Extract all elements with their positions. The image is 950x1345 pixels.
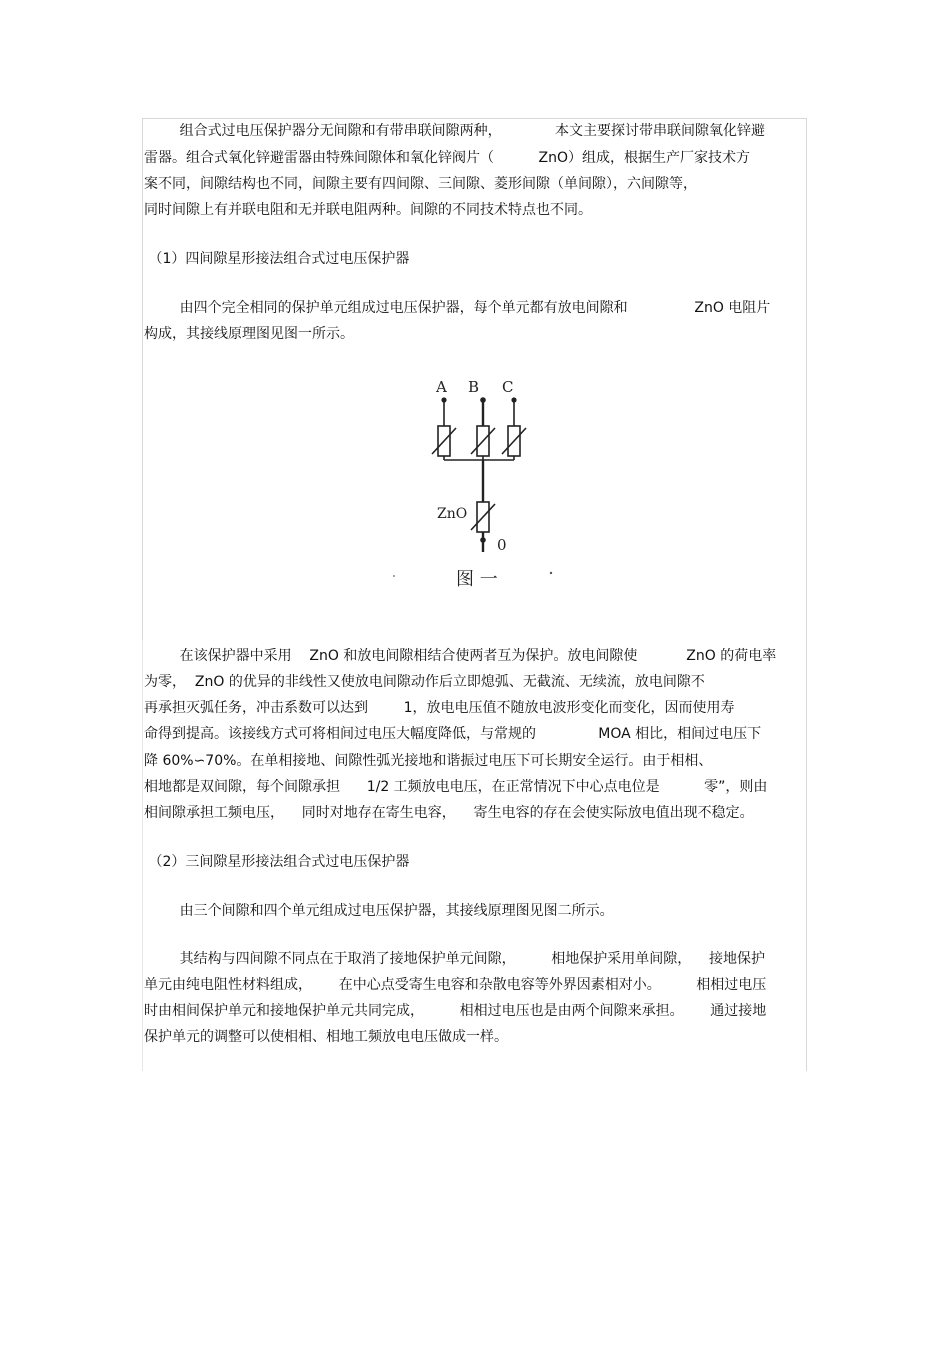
wiring-diagram-svg — [370, 368, 580, 598]
paragraph-line: 保护单元的调整可以使相相、相地工频放电电压做成一样。 — [144, 1029, 508, 1045]
zno-unit-c-varistor-mark — [502, 428, 526, 454]
paragraph-line: 相间隙承担工频电压， 同时对地存在寄生电容， 寄生电容的存在会使实际放电值出现不稳定。 — [144, 805, 754, 821]
phase-b-terminal — [481, 398, 485, 402]
page-frame-right — [806, 118, 807, 1071]
paragraph-line: 案不同，间隙结构也不同，间隙主要有四间隙、三间隙、菱形间隙（单间隙），六间隙等， — [144, 176, 697, 192]
paragraph-line: 降 60%∽70%。在单相接地、间隙性弧光接地和谐振过电压下可长期安全运行。由于相相、 — [144, 753, 713, 769]
scan-speck — [550, 572, 552, 574]
page-frame-top — [142, 118, 806, 119]
paragraph-line: 由三个间隙和四个单元组成过电压保护器，其接线原理图见图二所示。 — [144, 903, 614, 919]
paragraph-line: 雷器。组合式氧化锌避雷器由特殊间隙体和氧化锌阀片（ ZnO）组成，根据生产厂家技术方 — [144, 150, 750, 166]
label-phase-a: A — [436, 378, 447, 396]
section-heading: （2）三间隙星形接法组合式过电压保护器 — [144, 854, 410, 870]
paragraph-line: 组合式过电压保护器分无间隙和有带串联间隙两种， 本文主要探讨带串联间隙氧化锌避 — [144, 123, 766, 139]
paragraph-line: 单元由纯电阻性材料组成， 在中心点受寄生电容和杂散电容等外界因素相对小。 相相过电压 — [144, 977, 767, 993]
label-zno: ZnO — [437, 506, 468, 522]
paragraph-line: 同时间隙上有并联电阻和无并联电阻两种。间隙的不同技术特点也不同。 — [144, 202, 592, 218]
label-phase-b: B — [468, 378, 480, 396]
label-phase-c: C — [502, 378, 514, 396]
paragraph-line: 再承担灭弧任务，冲击系数可以达到 1，放电电压值不随放电波形变化而变化，因而使用寿 — [144, 700, 735, 716]
paragraph-line: 由四个完全相同的保护单元组成过电压保护器，每个单元都有放电间隙和 ZnO 电阻片 — [144, 300, 771, 316]
paragraph-line: 构成，其接线原理图见图一所示。 — [144, 326, 354, 342]
page-frame-left-lower — [142, 640, 143, 1071]
figure-caption: 图 一 — [456, 569, 498, 590]
phase-c-terminal — [512, 398, 516, 402]
page-frame-left — [142, 118, 143, 641]
zno-unit-a-varistor-mark — [432, 428, 456, 454]
scan-speck — [393, 575, 395, 577]
zno-unit-ground-varistor-mark — [471, 504, 495, 530]
paragraph-line: 相地都是双间隙，每个间隙承担 1/2 工频放电电压，在正常情况下中心点电位是 零”，则由 — [144, 779, 768, 795]
paragraph-line: 时由相间保护单元和接地保护单元共同完成， 相相过电压也是由两个间隙来承担。 通过接地 — [144, 1003, 767, 1019]
section-heading: （1）四间隙星形接法组合式过电压保护器 — [144, 251, 410, 267]
paragraph-line: 在该保护器中采用 ZnO 和放电间隙相结合使两者互为保护。放电间隙使 ZnO 的荷电率 — [144, 648, 777, 664]
paragraph-line: 为零， ZnO 的优异的非线性又使放电间隙动作后立即熄弧、无截流、无续流，放电间隙不 — [144, 674, 705, 690]
label-ground-zero: 0 — [497, 536, 507, 554]
ground-terminal — [481, 538, 485, 542]
paragraph-line: 命得到提高。该接线方式可将相间过电压大幅度降低，与常规的 MOA 相比，相间过电压下 — [144, 726, 762, 742]
phase-a-terminal — [442, 398, 446, 402]
paragraph-line: 其结构与四间隙不同点在于取消了接地保护单元间隙， 相地保护采用单间隙， 接地保护 — [144, 951, 766, 967]
figure-1-wiring-diagram — [370, 368, 580, 598]
zno-unit-b-varistor-mark — [471, 428, 495, 454]
